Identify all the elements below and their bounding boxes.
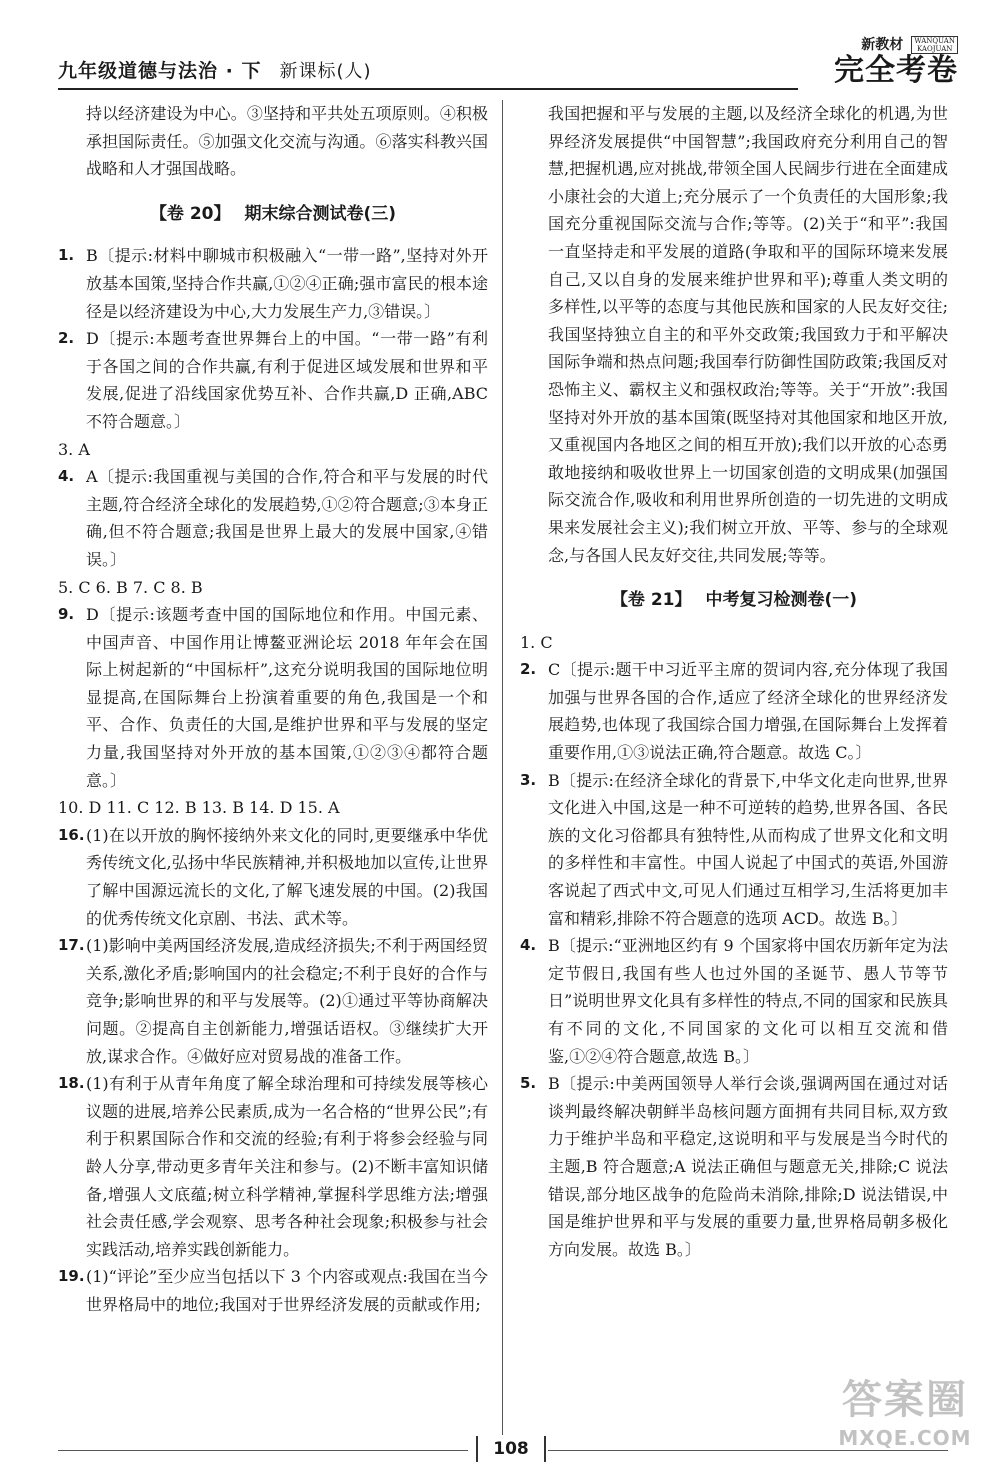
section-number: 【卷 20】 <box>149 203 231 224</box>
answer-item: 9. D〔提示:该题考查中国的国际地位和作用。中国元素、中国声音、中国作用让博鳌亚洲论坛 2018 年年会在国际上树起新的“中国标杆”,这充分说明我国的国际地位明显提高,在国际舞台上扮演着重要的角色,我国是一个和平、合作、负责任的大国,是维护世界和平与发展的坚定力量,我国坚持对外开放的基本国策,①②③④都符合题意。〕 <box>58 605 488 790</box>
brand-logo <box>808 34 958 94</box>
answer-item: 1. B〔提示:材料中聊城市积极融入“一带一路”,坚持对外开放基本国策,坚持合作共赢,①②④正确;强市富民的根本途径是以经济建设为中心,大力发展生产力,③错误。〕 <box>58 246 488 321</box>
answer-list <box>520 629 948 1264</box>
book-title-text: 九年级道德与法治 · 下 <box>58 60 262 82</box>
left-column <box>58 100 488 1319</box>
answer-item: 18. (1)有利于从青年角度了解全球治理和可持续发展等核心议题的进展,培养公民素质,成为一名合格的“世界公民”;有利于积累国际合作和交流的经验;有利于将参会经验与同龄人分享,带动更多青年关注和参与。(2)不断丰富知识储备,增强人文底蕴;树立科学精神,掌握科学思维方法;增强社会责任感,学会观察、思考各种社会现象;积极参与社会实践活动,培养实践创新能力。 <box>58 1074 488 1259</box>
answer-item: 4. A〔提示:我国重视与美国的合作,符合和平与发展的时代主题,符合经济全球化的发展趋势,①②符合题意;③本身正确,但不符合题意;我国是世界上最大的发展中国家,④错误。〕 <box>58 467 488 569</box>
answer-item: 2. D〔提示:本题考查世界舞台上的中国。“一带一路”有利于各国之间的合作共赢,有利于促进区域发展和世界和平发展,促进了沿线国家优势互补、合作共赢,D 正确,ABC 不符合题意。〕 <box>58 329 488 431</box>
left-intro-text: 持以经济建设为中心。③坚持和平共处五项原则。④积极承担国际责任。⑤加强文化交流与沟通。⑥落实科教兴国战略和人才强国战略。 <box>86 104 488 179</box>
answer-item: 10. D 11. C 12. B 13. B 14. D 15. A <box>58 798 340 818</box>
answer-item: 19. (1)“评论”至少应当包括以下 3 个内容或观点:我国在当今世界格局中的地位;我国对于世界经济发展的贡献或作用; <box>58 1267 488 1314</box>
brand-small-text: 新教材 <box>861 37 904 53</box>
answer-item: 17. (1)影响中美两国经济发展,造成经济损失;不利于两国经贸关系,激化矛盾;影响国内的社会稳定;不利于良好的合作与竞争;影响世界的和平与发展等。(2)①通过平等协商解决问题。②提高自主创新能力,增强话语权。③继续扩大开放,谋求合作。④做好应对贸易战的准备工作。 <box>58 936 488 1066</box>
section-title-21 <box>520 587 948 615</box>
answer-item: 16. (1)在以开放的胸怀接纳外来文化的同时,更要继承中华优秀传统文化,弘扬中华民族精神,并积极地加以宣传,让世界了解中国源远流长的文化,了解飞速发展的中国。(2)我国的优秀传统文化京剧、书法、武术等。 <box>58 825 488 928</box>
section-number: 【卷 21】 <box>610 590 692 611</box>
footer-rule-left <box>58 1450 468 1451</box>
brand-pinyin: WANQUAN KAOJUAN <box>911 36 958 54</box>
answer-item: 5. B〔提示:中美两国领导人举行会谈,强调两国在通过对话谈判最终解决朝鲜半岛核问题方面拥有共同目标,双方致力于维护半岛和平稳定,这说明和平与发展是当今时代的主题,B 符合题意;A 说法正确但与题意无关,排除;C 说法错误,部分地区战争的危险尚未消除,排除;D 说法错误,中国是维护世界和平与发展的重要力量,世界格局朝多极化方向发展。故选 B。〕 <box>520 1074 948 1259</box>
watermark-logo <box>820 1374 990 1464</box>
answer-item: 1. C <box>520 632 553 652</box>
header-rule <box>58 88 798 90</box>
section-name: 中考复习检测卷(一) <box>705 590 858 611</box>
curriculum-standard: 新课标(人) <box>279 61 372 82</box>
watermark-url: MXQE.COM <box>838 1426 972 1450</box>
column-divider <box>502 100 503 1435</box>
book-title <box>58 56 372 83</box>
answer-item: 3. B〔提示:在经济全球化的背景下,中华文化走向世界,世界文化进入中国,这是一种不可逆转的趋势,世界各国、各民族的文化习俗都具有独特性,从而构成了世界文化和文明的多样性和丰富性。中国人说起了中国式的英语,外国游客说起了西式中文,可见人们通过互相学习,生活将更加丰富和精彩,排除不符合题意的选项 ACD。故选 B。〕 <box>520 770 948 928</box>
answer-item: 3. A <box>58 439 90 459</box>
answer-item: 5. C 6. B 7. C 8. B <box>58 577 203 597</box>
right-column <box>520 100 948 1263</box>
answer-list <box>58 242 488 1318</box>
watermark-text: 答案圈 <box>842 1377 968 1423</box>
answer-item: 2. C〔提示:题干中习近平主席的贺词内容,充分体现了我国加强与世界各国的合作,适应了经济全球化的世界经济发展趋势,也体现了我国综合国力增强,在国际舞台上发挥着重要作用,①③说法正确,符合题意。故选 C。〕 <box>520 660 948 763</box>
section-title-20 <box>58 201 488 229</box>
page-number: 108 <box>476 1436 546 1462</box>
page-footer <box>58 1436 948 1466</box>
page-header <box>58 34 958 88</box>
answer-item: 4. B〔提示:“亚洲地区约有 9 个国家将中国农历新年定为法定节假日,我国有些人也过外国的圣诞节、愚人节等节日”说明世界文化具有多样性的特点,不同的国家和民族具有不同的文化,不同国家的文化可以相互交流和借鉴,①②④符合题意,故选 B。〕 <box>520 936 948 1066</box>
brand-big-text: 完全考卷 <box>834 53 958 88</box>
section-name: 期末综合测试卷(三) <box>244 203 397 224</box>
right-intro-text: 我国把握和平与发展的主题,以及经济全球化的机遇,为世界经济发展提供“中国智慧”;我国政府充分利用自己的智慧,把握机遇,应对挑战,带领全国人民阔步行进在全面建成小康社会的大道上;充分展示了一个负责任的大国形象;我国充分重视国际交流与合作;等等。(2)关于“和平”:我国一直坚持走和平发展的道路(争取和平的国际环境来发展自己,又以自身的发展来维护世界和平);尊重人类文明的多样性,以平等的态度与其他民族和国家的人民友好交往;我国坚持独立自主的和平外交政策;我国致力于和平解决国际争端和热点问题;我国奉行防御性国防政策;我国反对恐怖主义、霸权主义和强权政治;等等。关于“开放”:我国坚持对外开放的基本国策(既坚持对其他国家和地区开放,又重视国内各地区之间的相互开放);我们以开放的心态勇敢地接纳和吸收世界上一切国家创造的文明成果(加强国际交流合作,吸收和利用世界所创造的一切先进的文明成果来发展社会主义);我们树立开放、平等、参与的全球观念,与各国人民友好交往,共同发展;等等。 <box>548 104 948 565</box>
